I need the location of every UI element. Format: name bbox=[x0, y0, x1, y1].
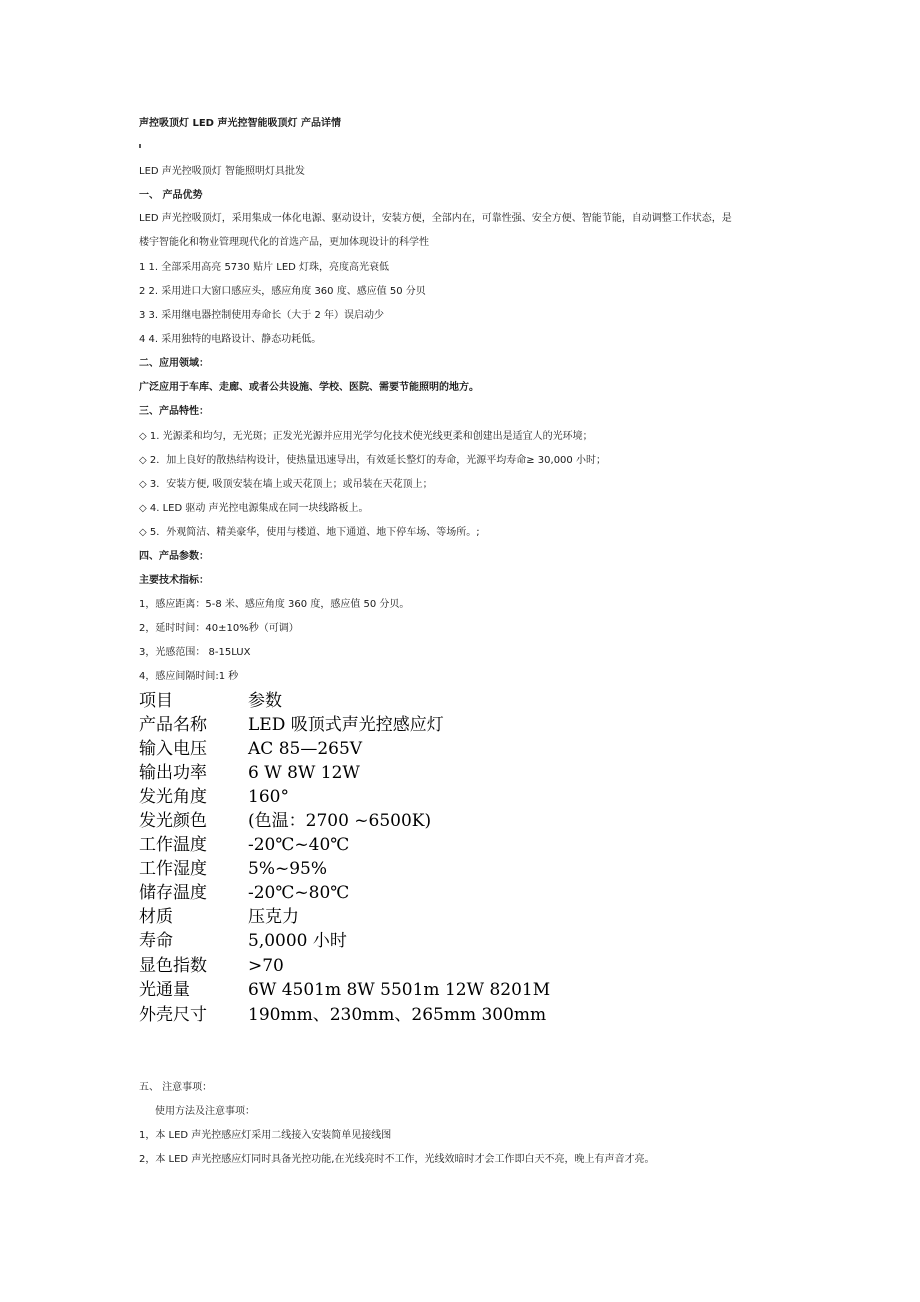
spec-key: 发光颜色 bbox=[139, 811, 207, 831]
spec-value: -20℃~80℃ bbox=[248, 883, 350, 903]
spec-value: AC 85—265V bbox=[248, 739, 363, 759]
section3-item: ◇ 5．外观简洁、精美豪华，使用与楼道、地下通道、地下停车场、等场所。; bbox=[139, 527, 480, 538]
spec-value: LED 吸顶式声光控感应灯 bbox=[248, 715, 444, 735]
spec-value: 5,0000 小时 bbox=[248, 931, 347, 951]
spec-key: 寿命 bbox=[139, 931, 173, 951]
section1-item: 1 1. 全部采用高亮 5730 贴片 LED 灯珠，亮度高光衰低 bbox=[139, 262, 390, 273]
spec-value: -20℃~40℃ bbox=[248, 835, 350, 855]
section5-item: 2，本 LED 声光控感应灯同时具备光控功能,在光线亮时不工作，光线效暗时才会工作即白天不亮，晚上有声音才亮。 bbox=[139, 1154, 655, 1165]
section3-item: ◇ 2．加上良好的散热结构设计，使热量迅速导出，有效延长整灯的寿命，光源平均寿命≥ 30,000 小时； bbox=[139, 455, 606, 466]
section4-heading: 四、产品参数： bbox=[139, 551, 209, 562]
section5-heading: 五、 注意事项： bbox=[139, 1082, 213, 1093]
spec-value: 190mm、230mm、265mm 300mm bbox=[248, 1005, 547, 1025]
section1-item: 3 3. 采用继电器控制使用寿命长（大于 2 年）误启动少 bbox=[139, 310, 384, 321]
spec-key: 产品名称 bbox=[139, 715, 207, 735]
section1-heading: 一、 产品优势 bbox=[139, 190, 203, 201]
spec-key: 显色指数 bbox=[139, 956, 207, 976]
section2-heading: 二、应用领域： bbox=[139, 358, 209, 369]
spec-key: 项目 bbox=[139, 691, 173, 711]
spec-value: (色温：2700 ~6500K) bbox=[248, 811, 432, 831]
section3-item: ◇ 3．安装方便, 吸顶安装在墙上或天花顶上；或吊装在天花顶上； bbox=[139, 479, 433, 490]
spec-key: 工作湿度 bbox=[139, 859, 207, 879]
section5-subheading: 使用方法及注意事项： bbox=[155, 1106, 255, 1117]
section3-heading: 三、产品特性： bbox=[139, 406, 209, 417]
spec-key: 输出功率 bbox=[139, 763, 207, 783]
section4-subheading: 主要技术指标： bbox=[139, 575, 209, 586]
spec-key: 储存温度 bbox=[139, 883, 207, 903]
section2-text: 广泛应用于车库、走廊、或者公共设施、学校、医院、需要节能照明的地方。 bbox=[139, 382, 479, 393]
spec-value: >70 bbox=[248, 956, 284, 976]
section3-item: ◇ 4. LED 驱动 声光控电源集成在同一块线路板上。 bbox=[139, 503, 369, 514]
spec-value: 6W 4501m 8W 5501m 12W 8201M bbox=[248, 980, 551, 1000]
section4-item: 2，延时时间：40±10%秒（可调） bbox=[139, 623, 299, 634]
section5-item: 1，本 LED 声光控感应灯采用二线接入安装简单见接线图 bbox=[139, 1130, 392, 1141]
spec-value: 6 W 8W 12W bbox=[248, 763, 360, 783]
section1-item: 2 2. 采用进口大窗口感应头，感应角度 360 度、感应值 50 分贝 bbox=[139, 286, 426, 297]
document-subtitle: LED 声光控吸顶灯 智能照明灯具批发 bbox=[139, 166, 305, 177]
spec-key: 材质 bbox=[139, 907, 173, 927]
section1-item: 4 4. 采用独特的电路设计、静态功耗低。 bbox=[139, 334, 322, 345]
paragraph-mark bbox=[139, 144, 141, 148]
spec-key: 光通量 bbox=[139, 980, 190, 1000]
spec-value: 参数 bbox=[248, 691, 282, 711]
section3-item: ◇ 1. 光源柔和均匀，无光斑；正发光光源并应用光学匀化技术使光线更柔和创建出是适宜人的光环境； bbox=[139, 431, 593, 442]
section1-paragraph-line1: LED 声光控吸顶灯，采用集成一体化电源、驱动设计，安装方便，全部内在，可靠性强、安全方便、智能节能，自动调整工作状态，是 bbox=[139, 213, 732, 224]
spec-value: 160° bbox=[248, 787, 289, 807]
section4-item: 3，光感范围： 8-15LUX bbox=[139, 647, 251, 658]
document-title: 声控吸顶灯 LED 声光控智能吸顶灯 产品详情 bbox=[139, 118, 341, 129]
spec-value: 5%~95% bbox=[248, 859, 327, 879]
section1-paragraph-line2: 楼宇智能化和物业管理现代化的首选产品，更加体现设计的科学性 bbox=[139, 237, 429, 248]
spec-key: 输入电压 bbox=[139, 739, 207, 759]
spec-key: 工作温度 bbox=[139, 835, 207, 855]
section4-item: 1，感应距离：5-8 米、感应角度 360 度，感应值 50 分贝。 bbox=[139, 599, 410, 610]
spec-value: 压克力 bbox=[248, 907, 299, 927]
spec-key: 发光角度 bbox=[139, 787, 207, 807]
spec-key: 外壳尺寸 bbox=[139, 1005, 207, 1025]
section4-item: 4，感应间隔时间:1 秒 bbox=[139, 671, 239, 682]
